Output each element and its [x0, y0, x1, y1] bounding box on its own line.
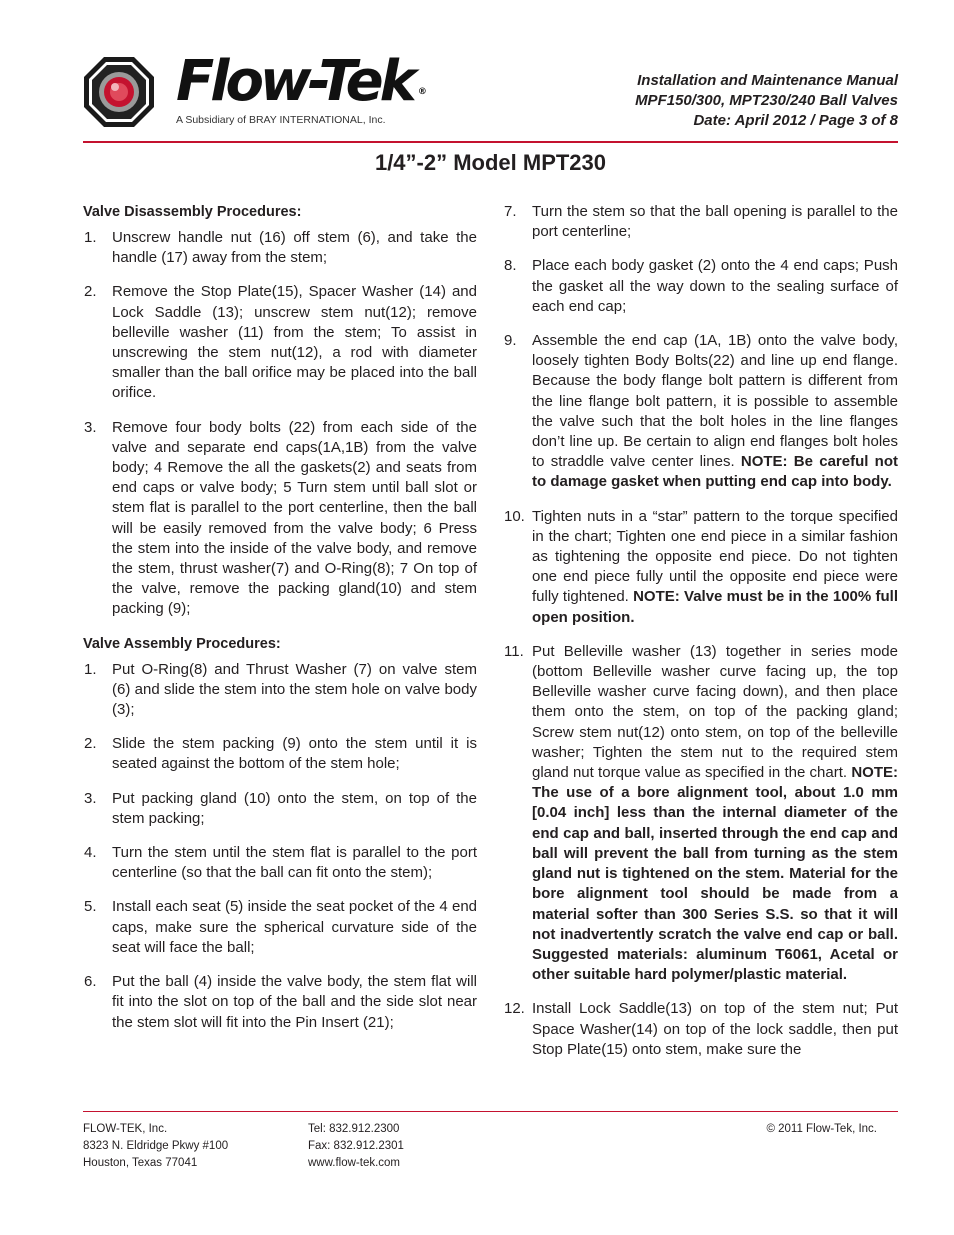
step-text: Tighten nuts in a “star” pattern to the torque specified in the chart; Tighten one end piece in a similar fashion as tightening the opposite end piece. Do not tighten one end piece fully until the opposite end piece were fully tightened. — [532, 507, 898, 606]
footer-divider — [83, 1111, 898, 1112]
footer-company: FLOW-TEK, Inc. — [83, 1123, 168, 1135]
list-item — [503, 642, 898, 985]
disassembly-steps — [83, 228, 477, 620]
footer-address — [83, 1121, 228, 1172]
brand-logo-text: Flow-Tek ® — [176, 49, 427, 114]
step-number: 11. — [504, 642, 524, 660]
step-text: Turn the stem so that the ball opening is parallel to the port centerline; — [532, 203, 898, 241]
brand-tagline: A Subsidiary of BRAY INTERNATIONAL, Inc. — [176, 114, 386, 126]
valve-models: MPF150/300, MPT230/240 Ball Valves — [635, 92, 898, 109]
step-number: 3. — [84, 418, 97, 436]
footer-copyright — [766, 1121, 877, 1138]
step-number: 6. — [84, 973, 97, 991]
step-number: 1. — [84, 660, 97, 678]
list-item — [83, 282, 477, 403]
list-item — [83, 972, 477, 1033]
step-number: 5. — [84, 898, 97, 916]
footer-web-link[interactable]: www.flow-tek.com — [308, 1157, 401, 1169]
assembly-steps-right — [503, 202, 898, 1060]
assembly-heading: Valve Assembly Procedures: — [83, 635, 281, 652]
step-text: Put packing gland (10) onto the stem, on top of the stem packing; — [112, 789, 477, 827]
step-number: 1. — [84, 229, 97, 246]
header-divider — [83, 141, 898, 143]
assembly-steps-left — [83, 660, 477, 1033]
flow-tek-logo-icon — [83, 56, 155, 128]
step-number: 9. — [504, 332, 517, 350]
step-number: 8. — [504, 257, 517, 275]
step-text: Remove four body bolts (22) from each side of the valve and separate end caps(1A,1B) from the valve body; 4 Remove the all the gaskets(2) and seats from end caps or valve body; 5 Turn stem until ball slot or stem flat is parallel to the port centerline, then the ball will be easily removed from the valve body; 6 Press the stem into the inside of the valve body, and remove the stem, thrust washer(7) and O-Ring(8); 7 On top of the valve, remove the packing gland(10) and stem packing (9); — [112, 418, 477, 618]
list-item — [83, 843, 477, 883]
step-number: 10. — [504, 507, 525, 525]
list-item — [503, 202, 898, 242]
step-number: 2. — [84, 735, 97, 753]
list-item — [83, 734, 477, 774]
list-item — [503, 256, 898, 317]
step-text: Put Belleville washer (13) together in series mode (bottom Belleville washer curve facing up, the top Belleville washer curve facing down), and then place them onto the stem, on top of the packing gland; Screw stem nut(12) onto stem, on top of the belleville washer; Tighten the stem nut to the required stem gland nut torque value as specified in the chart. — [532, 642, 898, 782]
list-item — [503, 331, 898, 493]
copyright-text: © 2011 Flow-Tek, Inc. — [766, 1123, 877, 1135]
footer-contact — [308, 1121, 404, 1172]
step-number: 2. — [84, 283, 97, 301]
left-column — [83, 202, 477, 1047]
step-text: Remove the Stop Plate(15), Spacer Washer (14) and Lock Saddle (13); unscrew stem nut(12); remove belleville washer (11) from the stem; To assist in unscrewing the stem nut(12), a rod with diameter smaller than the ball orifice may be placed into the ball orifice. — [112, 283, 477, 402]
step-text: Assemble the end cap (1A, 1B) onto the valve body, loosely tighten Body Bolts(22) and line up end flange. Because the body flange bolt pattern is different from the line flange bolt pattern, it is possible to assemble the valve such that the bolt holes in the line flanges don’t line up. Be certain to align end flanges bolt holes to straddle valve center lines. — [532, 332, 898, 471]
step-number: 4. — [84, 844, 97, 862]
footer-tel: Tel: 832.912.2300 — [308, 1123, 400, 1135]
list-item — [83, 789, 477, 829]
list-item — [83, 418, 477, 620]
step-text: Install Lock Saddle(13) on top of the stem nut; Put Space Washer(14) on top of the lock saddle, then put Stop Plate(15) onto stem, make sure the — [532, 1000, 898, 1058]
step-number: 7. — [504, 203, 517, 220]
page-title: 1/4”-2” Model MPT230 — [374, 150, 607, 175]
date-page: Date: April 2012 / Page 3 of 8 — [693, 112, 898, 129]
list-item — [83, 228, 477, 268]
step-text: Put the ball (4) inside the valve body, the stem flat will fit into the slot on top of the ball and the side slot near the stem slot will fit into the Pin Insert (21); — [112, 973, 477, 1031]
footer-address-line-1: 8323 N. Eldridge Pkwy #100 — [83, 1140, 229, 1152]
list-item — [83, 897, 477, 958]
document-header — [478, 71, 898, 131]
right-column — [503, 202, 898, 1074]
step-text: Put O-Ring(8) and Thrust Washer (7) on valve stem (6) and slide the stem into the stem hole on valve body (3); — [112, 660, 477, 719]
step-text: Turn the stem until the stem flat is parallel to the port centerline (so that the ball can fit onto the stem); — [112, 844, 477, 882]
step-note: NOTE: Valve must be in the 100% full open position. — [532, 588, 898, 626]
list-item — [503, 999, 898, 1060]
step-number: 3. — [84, 789, 97, 807]
footer-address-line-2: Houston, Texas 77041 — [83, 1157, 198, 1169]
step-number: 12. — [504, 1000, 525, 1018]
list-item — [503, 507, 898, 628]
step-note: NOTE: Be careful not to damage gasket when putting end cap into body. — [532, 453, 898, 491]
step-text: Place each body gasket (2) onto the 4 end caps; Push the gasket all the way down to the sealing surface of each end cap; — [532, 257, 898, 315]
footer-fax: Fax: 832.912.2301 — [308, 1140, 404, 1152]
step-text: Install each seat (5) inside the seat pocket of the 4 end caps, make sure the spherical curvature side of the seat will face the ball; — [112, 898, 477, 956]
disassembly-heading: Valve Disassembly Procedures: — [83, 204, 302, 220]
step-text: Slide the stem packing (9) onto the stem until it is seated against the bottom of the stem hole; — [112, 735, 477, 773]
manual-title: Installation and Maintenance Manual — [637, 72, 898, 89]
list-item — [83, 660, 477, 721]
step-text: Unscrew handle nut (16) off stem (6), and take the handle (17) away from the stem; — [112, 229, 477, 267]
step-note: NOTE: The use of a bore alignment tool, about 1.0 mm [0.04 inch] less than the internal diameter of the end cap and ball, inserted through the end cap and ball will prevent the ball from turning as the stem gland nut is tightened on the stem. Material for the bore alignment tool should be made from a material softer than 300 Series S.S. so that it will not inadvertently scratch the valve end cap or ball. Suggested materials: aluminum T6061, Acetal or other suitable hard polymer/plastic material. — [532, 764, 899, 984]
